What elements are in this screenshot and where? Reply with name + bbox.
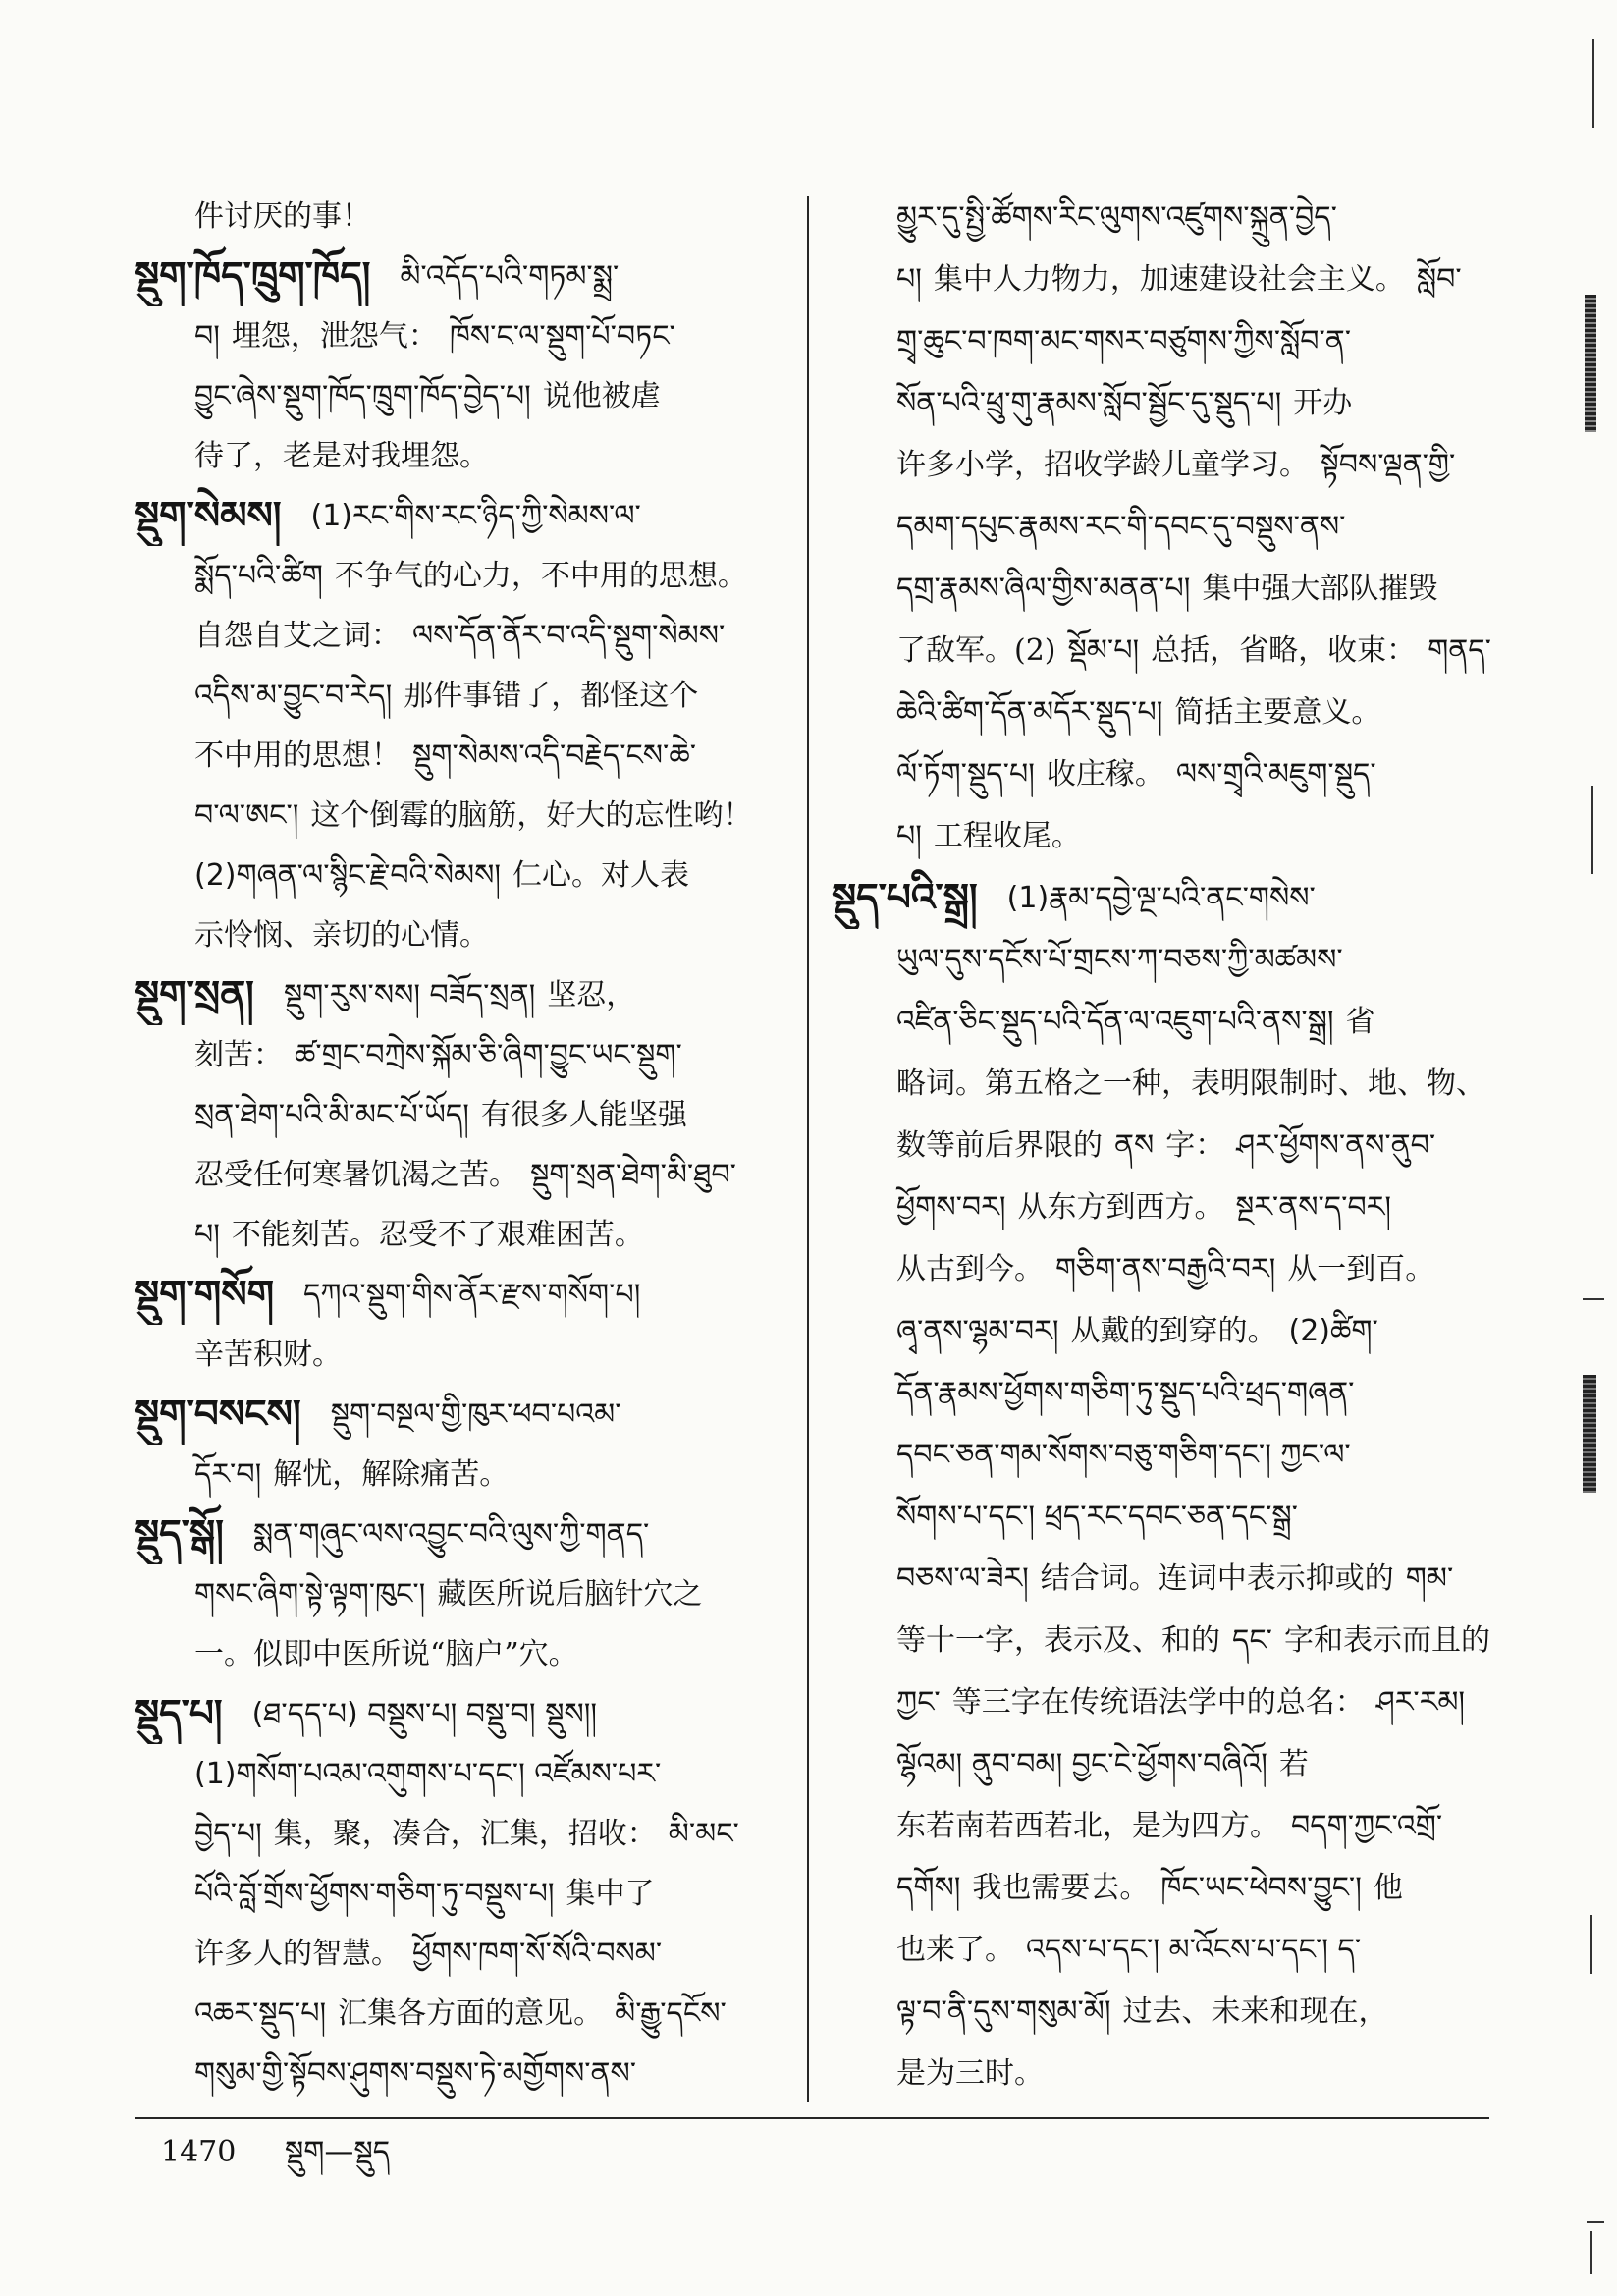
text-line <box>135 1085 776 1145</box>
chinese-text: 字和表示而且的 <box>1283 1623 1490 1658</box>
tibetan-text: དགྲ་རྣམས་ཞིལ་གྱིས་མནན་པ། <box>896 572 1191 606</box>
text-line <box>832 805 1509 867</box>
chinese-text: 集中了 <box>566 1877 655 1911</box>
text-line <box>135 1564 776 1624</box>
text-line <box>135 1205 776 1265</box>
tibetan-text: དགོས། <box>896 1871 961 1905</box>
scan-edge-mark <box>1583 1375 1596 1493</box>
chinese-text: 简括主要意义。 <box>1174 695 1381 730</box>
headword: སྡུག་སེམས། <box>135 494 282 538</box>
tibetan-text: བ། <box>194 319 220 354</box>
chinese-text: 字： <box>1165 1128 1225 1163</box>
scan-edge-mark <box>1590 2231 1592 2274</box>
tibetan-text: སྡུག་བསྔལ་གྱི་ཁུར་ཕབ་པའམ་ <box>330 1397 621 1432</box>
entry-head-line <box>135 246 776 306</box>
headword: སྡུད་སྒོ། <box>135 1512 224 1557</box>
text-line <box>135 726 776 786</box>
headword: སྡུག་ཁོད་ཁྲུག་ཁོད། <box>135 254 371 299</box>
text-line <box>832 1795 1509 1857</box>
chinese-text: 解忧，解除痛苦。 <box>273 1457 510 1492</box>
tibetan-text: (2)ཚིག་ <box>1288 1314 1378 1348</box>
scan-edge-mark <box>1591 786 1593 874</box>
text-line <box>832 1424 1509 1486</box>
tibetan-text: (2)གཞན་ལ་སྙིང་རྗེ་བའི་སེམས། <box>194 858 502 893</box>
text-line <box>832 434 1509 496</box>
text-line <box>135 1325 776 1385</box>
chinese-text: 一。似即中医所说“脑户”穴。 <box>194 1637 578 1671</box>
chinese-text: 等十一字，表示及、和的 <box>896 1623 1220 1658</box>
tibetan-text: དཀའ་སྡུག་གིས་ནོར་རྫས་གསོག་པ། <box>303 1278 641 1312</box>
chinese-text: 是为三时。 <box>896 2056 1044 2091</box>
text-line <box>832 1486 1509 1548</box>
text-line <box>832 496 1509 558</box>
tibetan-text: མྱུར་དུ་སྤྱི་ཚོགས་རིང་ལུགས་འཛུགས་སྐྲུན་བྱེད་ <box>896 200 1337 235</box>
text-line <box>135 1025 776 1085</box>
column-divider <box>807 196 809 2102</box>
tibetan-text: ནས <box>1114 1128 1155 1163</box>
tibetan-text: སྡོམ་པ། <box>1067 633 1140 668</box>
tibetan-text: ལས་གྲྭའི་མཇུག་སྡུད་ <box>1175 757 1376 792</box>
entry-head-line <box>832 867 1509 929</box>
text-line <box>135 666 776 726</box>
text-line <box>832 1238 1509 1300</box>
scan-edge-mark <box>1587 2221 1604 2223</box>
tibetan-text: བྱེད་པ། <box>194 1817 262 1851</box>
text-line <box>135 306 776 366</box>
tibetan-text: བཅས་ལ་ཟེར། <box>896 1561 1029 1596</box>
chinese-text: 待了，老是对我埋怨。 <box>194 439 489 473</box>
tibetan-text: སོན་པའི་ཕྲུ་གུ་རྣམས་སློབ་སྦྱོང་དུ་སྡུད་པ། <box>896 386 1282 420</box>
text-line <box>832 1115 1509 1176</box>
text-line <box>135 1984 776 2044</box>
text-line <box>832 1548 1509 1610</box>
left-column <box>135 187 776 2104</box>
text-line <box>832 1671 1509 1733</box>
text-line <box>135 187 776 246</box>
tibetan-text: ཤར་རམ། <box>1375 1685 1466 1720</box>
tibetan-text: བྱུང་ཞེས་སྡུག་ཁོད་ཁྲུག་ཁོད་བྱེད་པ། <box>194 379 531 413</box>
chinese-text: 从东方到西方。 <box>1017 1190 1224 1225</box>
text-line <box>135 1804 776 1864</box>
tibetan-text: གསུམ་གྱི་སྟོབས་ཤུགས་བསྡུས་ཏེ་མགྱོགས་ནས་ <box>194 2056 637 2091</box>
text-line <box>135 1145 776 1205</box>
text-line <box>832 372 1509 434</box>
tibetan-text: གམ་ <box>1405 1561 1454 1596</box>
chinese-text: 刻苦： <box>194 1038 283 1072</box>
tibetan-text: ཤར་ཕྱོགས་ནས་ནུབ་ <box>1236 1128 1436 1163</box>
tibetan-text: ཞྭ་ནས་ལྷམ་བར། <box>896 1314 1059 1348</box>
chinese-text: 了敌军。(2) <box>896 633 1056 668</box>
tibetan-text: ལོ་ཏོག་སྡུད་པ། <box>896 757 1035 792</box>
tibetan-text: དབང་ཅན་གམ་སོགས་བཅུ་གཅིག་དང་། ཀྱང་ལ་ <box>896 1438 1351 1472</box>
chinese-text: 工程收尾。 <box>933 819 1081 853</box>
tibetan-text: སྟོབས་ལྡན་གྱི་ <box>1321 448 1456 482</box>
tibetan-text: (1)གསོག་པའམ་འགུགས་པ་དང་། འཛོམས་པར་ <box>194 1757 662 1791</box>
text-line <box>832 682 1509 743</box>
tibetan-text: (ཐ་དད་པ) བསྡུས་པ། བསྡུ་བ། སྡུས།། <box>251 1697 598 1731</box>
headword: སྡུག་གསོག <box>135 1273 275 1317</box>
text-line <box>832 1300 1509 1362</box>
text-line <box>135 846 776 905</box>
footer-rule <box>135 2117 1489 2119</box>
text-line <box>832 929 1509 991</box>
text-line <box>832 1610 1509 1671</box>
scan-edge-mark <box>1585 295 1596 432</box>
tibetan-text: སྡུག་སྲན་ཐེག་མི་ཐུབ་ <box>530 1158 736 1192</box>
text-line <box>832 1919 1509 1981</box>
text-line <box>832 620 1509 682</box>
tibetan-text: གནད་ <box>1428 633 1491 668</box>
tibetan-text: གྲྭ་ཆུང་བ་ཁག་མང་གསར་བཙུགས་ཀྱིས་སློབ་ན་ <box>896 324 1352 358</box>
chinese-text: 自怨自艾之词： <box>194 619 401 653</box>
text-line <box>135 786 776 846</box>
chinese-text: 汇集各方面的意见。 <box>338 1996 604 2031</box>
text-line <box>832 1857 1509 1919</box>
chinese-text: 等三字在传统语法学中的总名： <box>951 1685 1365 1720</box>
tibetan-text: སྔར་ནས་ད་བར། <box>1235 1190 1392 1225</box>
chinese-text: 若 <box>1278 1747 1309 1781</box>
tibetan-text: པོའི་བློ་གྲོས་ཕྱོགས་གཅིག་ཏུ་བསྡུས་པ། <box>194 1877 555 1911</box>
chinese-text: 集中强大部队摧毁 <box>1202 572 1438 606</box>
tibetan-text: སྨན་གཞུང་ལས་འབྱུང་བའི་ལུས་ཀྱི་གནད་ <box>252 1517 650 1552</box>
tibetan-text: ཕྱོགས་ཁག་སོ་སོའི་བསམ་ <box>412 1937 663 1971</box>
tibetan-text: (1)རང་གིས་རང་ཉིད་ཀྱི་སེམས་ལ་ <box>310 499 641 533</box>
chinese-text: 结合词。连词中表示抑或的 <box>1040 1561 1394 1596</box>
text-line <box>135 1624 776 1684</box>
chinese-text: 东若南若西若北，是为四方。 <box>896 1809 1279 1843</box>
tibetan-text: (1)རྣམ་དབྱེ་ལྔ་པའི་ནང་གསེས་ <box>1006 881 1316 915</box>
tibetan-text: སྨོད་པའི་ཚིག <box>194 559 323 593</box>
chinese-text: 忍受任何寒暑饥渴之苦。 <box>194 1158 518 1192</box>
text-line <box>832 1981 1509 2043</box>
headword: སྡུད་པ། <box>135 1692 223 1736</box>
text-line <box>832 248 1509 310</box>
tibetan-text: སྲན་ཐེག་པའི་མི་མང་པོ་ཡོད། <box>194 1098 469 1132</box>
text-line <box>832 1733 1509 1795</box>
scan-edge-mark <box>1590 1915 1592 1974</box>
tibetan-text: འཛིན་ཅིང་སྡུད་པའི་དོན་ལ་འཇུག་པའི་ནས་སྒྲ། <box>896 1005 1334 1039</box>
text-line <box>832 310 1509 372</box>
tibetan-text: སྡུག་རུས་སས། བཟོད་སྲན། <box>283 978 536 1012</box>
entry-head-line <box>135 486 776 546</box>
tibetan-text: ལྷོའམ། ནུབ་བམ། བྱང་ངེ་ཕྱོགས་བཞིའོ། <box>896 1747 1267 1781</box>
tibetan-text: ལས་དོན་ནོར་བ་འདི་སྡུག་སེམས་ <box>412 619 726 653</box>
tibetan-text: དོན་རྣམས་ཕྱོགས་གཅིག་ཏུ་སྡུད་པའི་ཕྲད་གཞན་ <box>896 1376 1355 1410</box>
text-line <box>832 558 1509 620</box>
tibetan-text: ཀྱང་ <box>896 1685 941 1720</box>
tibetan-text: གཅིག་ནས་བརྒྱའི་བར། <box>1055 1252 1276 1286</box>
text-line <box>832 743 1509 805</box>
text-line <box>832 1053 1509 1115</box>
tibetan-text: དང་ <box>1232 1623 1272 1658</box>
chinese-text: 我也需要去。 <box>972 1871 1150 1905</box>
tibetan-text: མི་རྒྱུ་དངོས་ <box>615 1996 727 2031</box>
text-line <box>832 1176 1509 1238</box>
scan-edge-mark <box>1583 1298 1604 1300</box>
tibetan-text: པ། <box>194 1218 220 1252</box>
tibetan-text: མི་མང་ <box>668 1817 739 1851</box>
chinese-text: 许多小学，招收学龄儿童学习。 <box>896 448 1309 482</box>
tibetan-text: འདས་པ་དང་། མ་འོངས་པ་དང་། ད་ <box>1026 1933 1362 1967</box>
chinese-text: 示怜悯、亲切的心情。 <box>194 918 489 953</box>
tibetan-text: ཕྱོགས་བར། <box>896 1190 1006 1225</box>
text-line <box>135 1924 776 1984</box>
text-line <box>832 2043 1509 2105</box>
chinese-text: 从古到今。 <box>896 1252 1044 1286</box>
chinese-text: 集中人力物力，加速建设社会主义。 <box>933 262 1405 297</box>
entry-head-line <box>135 1684 776 1744</box>
tibetan-text: འཆར་སྡུད་པ། <box>194 1996 327 2031</box>
text-line <box>135 546 776 606</box>
chinese-text: 略词。第五格之一种，表明限制时、地、物、 <box>896 1066 1485 1101</box>
tibetan-text: སོགས་པ་དང་། ཕྲད་རང་དབང་ཅན་དང་སྒྲ་ <box>896 1500 1298 1534</box>
scan-edge-mark <box>1592 39 1594 128</box>
chinese-text: 辛苦积财。 <box>194 1338 342 1372</box>
chinese-text: 收庄稼。 <box>1046 757 1164 792</box>
chinese-text: 数等前后界限的 <box>896 1128 1103 1163</box>
text-line <box>832 1362 1509 1424</box>
text-line <box>135 2044 776 2104</box>
chinese-text: 坚忍， <box>547 978 636 1012</box>
running-head: སྡུག—སྡུད <box>284 2135 391 2169</box>
chinese-text: 有很多人能坚强 <box>480 1098 687 1132</box>
tibetan-text: པ། <box>896 819 922 853</box>
tibetan-text: ལྟ་བ་ནི་དུས་གསུམ་མོ། <box>896 1995 1111 2029</box>
chinese-text: 件讨厌的事！ <box>194 199 371 234</box>
chinese-text: 从一到百。 <box>1287 1252 1435 1286</box>
chinese-text: 许多人的智慧。 <box>194 1937 401 1971</box>
tibetan-text: སྡུག་སེམས་འདི་བརྗེད་ངས་ཆེ་ <box>412 738 697 773</box>
chinese-text: 集，聚，凑合，汇集，招收： <box>273 1817 657 1851</box>
tibetan-text: གསང་ཞིག་སྟེ་ལྟག་ཁུང་། <box>194 1577 426 1612</box>
entry-head-line <box>135 1265 776 1325</box>
text-line <box>135 426 776 486</box>
tibetan-text: བ་ལ་ཨང་། <box>194 798 299 833</box>
tibetan-text: བདག་ཀྱང་འགྲོ་ <box>1291 1809 1443 1843</box>
chinese-text: 省 <box>1345 1005 1375 1039</box>
tibetan-text: དམག་དཔུང་རྣམས་རང་གི་དབང་དུ་བསྡུས་ནས་ <box>896 510 1346 544</box>
text-line <box>135 1864 776 1924</box>
tibetan-text: དོར་བ། <box>194 1457 262 1492</box>
tibetan-text: མི་འདོད་པའི་གཏམ་སྨྲ་ <box>400 259 620 294</box>
chinese-text: 开办 <box>1293 386 1353 420</box>
headword: སྡུད་པའི་སྒྲ། <box>832 876 978 920</box>
headword: སྡུག་བསངས། <box>135 1393 301 1437</box>
right-column <box>832 187 1509 2105</box>
tibetan-text: སློབ་ <box>1416 262 1462 297</box>
chinese-text: 这个倒霉的脑筋，好大的忘性哟！ <box>310 798 753 833</box>
chinese-text: 说他被虐 <box>542 379 661 413</box>
chinese-text: 从戴的到穿的。 <box>1070 1314 1277 1348</box>
tibetan-text: ཡུལ་དུས་དངོས་པོ་གྲངས་ཀ་བཅས་ཀྱི་མཚམས་ <box>896 943 1343 977</box>
text-line <box>135 905 776 965</box>
chinese-text: 那件事错了，都怪这个 <box>404 679 699 713</box>
entry-head-line <box>135 965 776 1025</box>
tibetan-text: ཁོས་ང་ལ་སྡུག་པོ་བཏང་ <box>449 319 675 354</box>
entry-head-line <box>135 1385 776 1445</box>
text-line <box>135 1445 776 1504</box>
chinese-text: 不争气的心力，不中用的思想。 <box>334 559 747 593</box>
tibetan-text: ཆེའི་ཚིག་དོན་མདོར་སྡུད་པ། <box>896 695 1163 730</box>
text-line <box>135 606 776 666</box>
chinese-text: 不中用的思想！ <box>194 738 401 773</box>
page-footer <box>161 2127 390 2178</box>
headword: སྡུག་སྲན། <box>135 973 254 1017</box>
chinese-text: 不能刻苦。忍受不了艰难困苦。 <box>231 1218 644 1252</box>
page-number: 1470 <box>161 2135 237 2169</box>
tibetan-text: འདིས་མ་བྱུང་བ་རེད། <box>194 679 393 713</box>
text-line <box>832 187 1509 248</box>
tibetan-text: ཚ་གྲང་བཀྲེས་སྐོམ་ཅི་ཞིག་བྱུང་ཡང་སྡུག་ <box>295 1038 682 1072</box>
chinese-text: 总括，省略，收束： <box>1151 633 1417 668</box>
text-line <box>135 1744 776 1804</box>
chinese-text: 仁心。对人表 <box>512 858 690 893</box>
tibetan-text: པ། <box>896 262 922 297</box>
chinese-text: 也来了。 <box>896 1933 1014 1967</box>
text-line <box>832 991 1509 1053</box>
chinese-text: 过去、未来和现在， <box>1122 1995 1388 2029</box>
chinese-text: 他 <box>1373 1871 1403 1905</box>
tibetan-text: ཁོང་ཡང་ཕེབས་བྱུང་། <box>1160 1871 1362 1905</box>
entry-head-line <box>135 1504 776 1564</box>
chinese-text: 埋怨，泄怨气： <box>231 319 438 354</box>
chinese-text: 藏医所说后脑针穴之 <box>437 1577 703 1612</box>
text-line <box>135 366 776 426</box>
